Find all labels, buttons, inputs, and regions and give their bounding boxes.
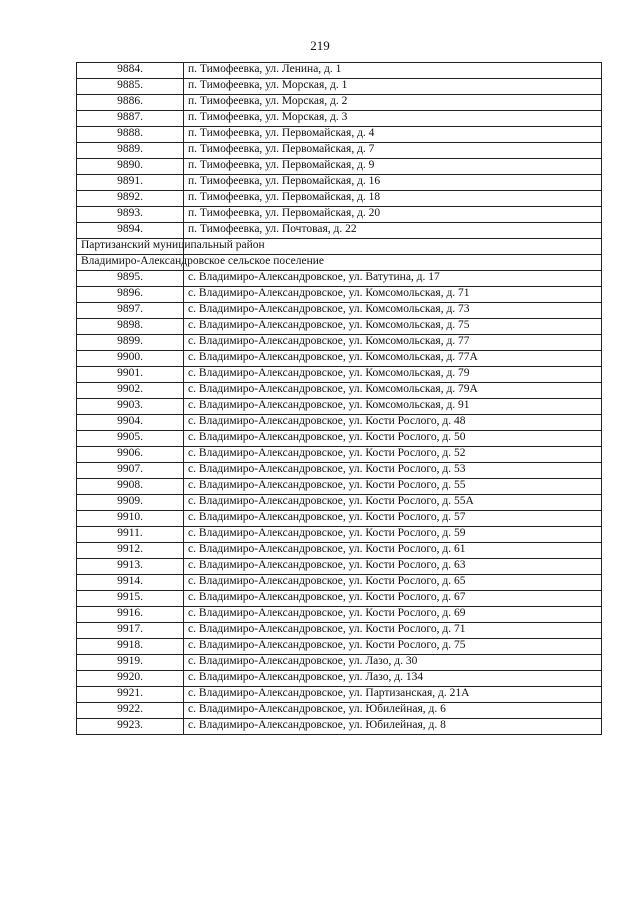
row-number: 9912. [77, 543, 184, 559]
row-address: с. Владимиро-Александровское, ул. Кости Рослого, д. 48 [184, 415, 602, 431]
row-address: с. Владимиро-Александровское, ул. Кости Рослого, д. 63 [184, 559, 602, 575]
row-number: 9901. [77, 367, 184, 383]
section-row-district [77, 239, 602, 255]
row-number: 9884. [77, 63, 184, 79]
address-table [76, 62, 602, 735]
table-row [77, 335, 602, 351]
row-number: 9887. [77, 111, 184, 127]
row-address: с. Владимиро-Александровское, ул. Комсомольская, д. 71 [184, 287, 602, 303]
row-address: п. Тимофеевка, ул. Первомайская, д. 18 [184, 191, 602, 207]
section-label-district: Партизанский муниципальный район [77, 239, 184, 255]
table-row [77, 223, 602, 239]
row-number: 9886. [77, 95, 184, 111]
row-number: 9894. [77, 223, 184, 239]
page-number: 219 [310, 38, 330, 53]
table-row [77, 351, 602, 367]
row-address: п. Тимофеевка, ул. Ленина, д. 1 [184, 63, 602, 79]
row-address: с. Владимиро-Александровское, ул. Кости Рослого, д. 75 [184, 639, 602, 655]
row-number: 9896. [77, 287, 184, 303]
table-row [77, 463, 602, 479]
row-number: 9902. [77, 383, 184, 399]
row-address: п. Тимофеевка, ул. Почтовая, д. 22 [184, 223, 602, 239]
row-number: 9897. [77, 303, 184, 319]
row-number: 9923. [77, 719, 184, 735]
row-number: 9898. [77, 319, 184, 335]
row-address: с. Владимиро-Александровское, ул. Кости Рослого, д. 57 [184, 511, 602, 527]
table-row [77, 303, 602, 319]
row-address: п. Тимофеевка, ул. Морская, д. 1 [184, 79, 602, 95]
section-label-settlement: Владимиро-Александровское сельское поселение [77, 255, 184, 271]
table-row [77, 79, 602, 95]
table-row [77, 207, 602, 223]
table-row [77, 575, 602, 591]
row-address: п. Тимофеевка, ул. Морская, д. 2 [184, 95, 602, 111]
table-row [77, 287, 602, 303]
table-row [77, 447, 602, 463]
row-address: с. Владимиро-Александровское, ул. Кости Рослого, д. 55А [184, 495, 602, 511]
row-number: 9914. [77, 575, 184, 591]
row-number: 9888. [77, 127, 184, 143]
row-number: 9895. [77, 271, 184, 287]
row-number: 9909. [77, 495, 184, 511]
row-address: с. Владимиро-Александровское, ул. Комсомольская, д. 77А [184, 351, 602, 367]
row-number: 9899. [77, 335, 184, 351]
row-number: 9903. [77, 399, 184, 415]
table-row [77, 159, 602, 175]
row-number: 9893. [77, 207, 184, 223]
row-address: с. Владимиро-Александровское, ул. Кости Рослого, д. 61 [184, 543, 602, 559]
row-address: с. Владимиро-Александровское, ул. Комсомольская, д. 91 [184, 399, 602, 415]
row-address: с. Владимиро-Александровское, ул. Юбилейная, д. 6 [184, 703, 602, 719]
table-row [77, 495, 602, 511]
row-address: с. Владимиро-Александровское, ул. Лазо, д. 30 [184, 655, 602, 671]
row-number: 9906. [77, 447, 184, 463]
section-row-settlement [77, 255, 602, 271]
table-body-bottom [77, 271, 602, 735]
table-row [77, 703, 602, 719]
row-address: с. Владимиро-Александровское, ул. Кости Рослого, д. 53 [184, 463, 602, 479]
table-body-top [77, 63, 602, 239]
table-row [77, 623, 602, 639]
row-number: 9904. [77, 415, 184, 431]
row-number: 9918. [77, 639, 184, 655]
table-row [77, 143, 602, 159]
table-row [77, 527, 602, 543]
row-address: с. Владимиро-Александровское, ул. Комсомольская, д. 77 [184, 335, 602, 351]
row-address: с. Владимиро-Александровское, ул. Кости Рослого, д. 65 [184, 575, 602, 591]
row-number: 9921. [77, 687, 184, 703]
row-address: с. Владимиро-Александровское, ул. Лазо, д. 134 [184, 671, 602, 687]
table-row [77, 687, 602, 703]
row-number: 9889. [77, 143, 184, 159]
row-number: 9885. [77, 79, 184, 95]
row-address: с. Владимиро-Александровское, ул. Кости Рослого, д. 59 [184, 527, 602, 543]
row-address: с. Владимиро-Александровское, ул. Комсомольская, д. 73 [184, 303, 602, 319]
row-address: с. Владимиро-Александровское, ул. Кости Рослого, д. 71 [184, 623, 602, 639]
table-row [77, 319, 602, 335]
row-number: 9892. [77, 191, 184, 207]
row-address: с. Владимиро-Александровское, ул. Комсомольская, д. 79А [184, 383, 602, 399]
table-row [77, 511, 602, 527]
row-number: 9908. [77, 479, 184, 495]
row-address: п. Тимофеевка, ул. Первомайская, д. 20 [184, 207, 602, 223]
row-address: п. Тимофеевка, ул. Первомайская, д. 16 [184, 175, 602, 191]
row-address: с. Владимиро-Александровское, ул. Юбилейная, д. 8 [184, 719, 602, 735]
table-row [77, 63, 602, 79]
table-row [77, 175, 602, 191]
table-row [77, 383, 602, 399]
row-address: с. Владимиро-Александровское, ул. Кости Рослого, д. 55 [184, 479, 602, 495]
row-number: 9891. [77, 175, 184, 191]
row-address: с. Владимиро-Александровское, ул. Кости Рослого, д. 50 [184, 431, 602, 447]
row-address: п. Тимофеевка, ул. Морская, д. 3 [184, 111, 602, 127]
row-number: 9922. [77, 703, 184, 719]
row-number: 9890. [77, 159, 184, 175]
table-row [77, 431, 602, 447]
row-address: с. Владимиро-Александровское, ул. Кости Рослого, д. 69 [184, 607, 602, 623]
table-row [77, 719, 602, 735]
table-row [77, 479, 602, 495]
row-address: п. Тимофеевка, ул. Первомайская, д. 9 [184, 159, 602, 175]
row-address: с. Владимиро-Александровское, ул. Кости Рослого, д. 67 [184, 591, 602, 607]
row-address: п. Тимофеевка, ул. Первомайская, д. 4 [184, 127, 602, 143]
table-row [77, 655, 602, 671]
table-section-district [77, 239, 602, 271]
table-row [77, 111, 602, 127]
row-address: с. Владимиро-Александровское, ул. Комсомольская, д. 75 [184, 319, 602, 335]
table-row [77, 399, 602, 415]
row-address: с. Владимиро-Александровское, ул. Партизанская, д. 21А [184, 687, 602, 703]
table-row [77, 271, 602, 287]
row-number: 9905. [77, 431, 184, 447]
table-row [77, 639, 602, 655]
row-number: 9915. [77, 591, 184, 607]
row-number: 9913. [77, 559, 184, 575]
row-number: 9920. [77, 671, 184, 687]
table-row [77, 671, 602, 687]
table-row [77, 543, 602, 559]
row-number: 9916. [77, 607, 184, 623]
table-row [77, 367, 602, 383]
table-row [77, 559, 602, 575]
table-row [77, 607, 602, 623]
row-address: с. Владимиро-Александровское, ул. Комсомольская, д. 79 [184, 367, 602, 383]
table-row [77, 591, 602, 607]
row-address: с. Владимиро-Александровское, ул. Ватутина, д. 17 [184, 271, 602, 287]
row-number: 9910. [77, 511, 184, 527]
row-number: 9900. [77, 351, 184, 367]
row-number: 9911. [77, 527, 184, 543]
table-row [77, 191, 602, 207]
row-number: 9907. [77, 463, 184, 479]
table-row [77, 415, 602, 431]
table-row [77, 127, 602, 143]
row-number: 9917. [77, 623, 184, 639]
row-address: с. Владимиро-Александровское, ул. Кости Рослого, д. 52 [184, 447, 602, 463]
table-row [77, 95, 602, 111]
row-address: п. Тимофеевка, ул. Первомайская, д. 7 [184, 143, 602, 159]
row-number: 9919. [77, 655, 184, 671]
